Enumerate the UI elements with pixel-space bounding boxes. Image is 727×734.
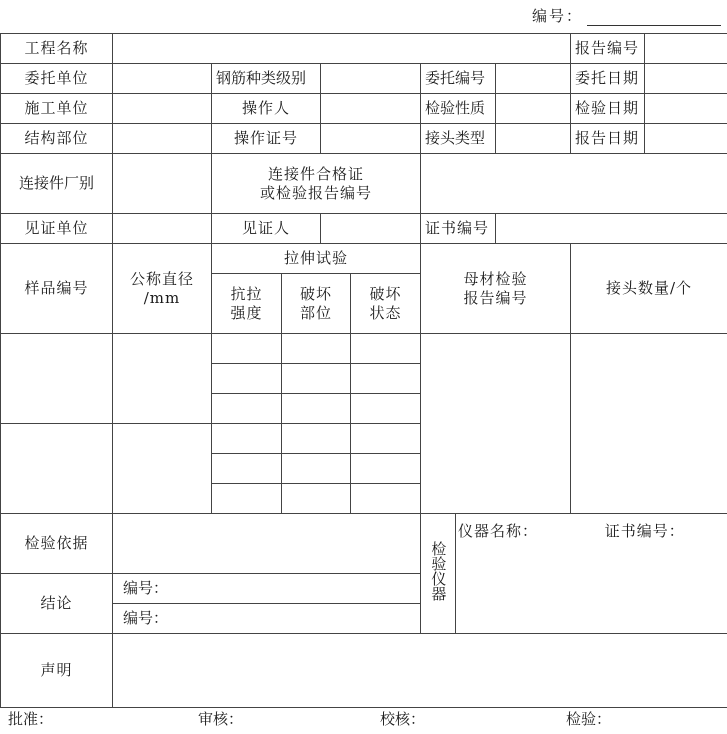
report-header <box>0 3 727 25</box>
cell-break-state[interactable] <box>351 454 421 484</box>
cell-break-location[interactable] <box>282 424 351 454</box>
cell-sample-no[interactable] <box>1 424 113 514</box>
cell-break-state[interactable] <box>351 334 421 364</box>
row-client <box>1 64 727 94</box>
label-operator-cert: 操作证号 <box>212 124 321 154</box>
row-connector <box>1 154 727 214</box>
sign-review: 审核： <box>198 710 244 728</box>
cell-tensile-strength[interactable] <box>212 454 282 484</box>
label-connector-maker: 连接件厂别 <box>1 154 113 214</box>
head-break-location <box>282 274 351 334</box>
field-client-date[interactable] <box>645 64 727 94</box>
row-structure <box>1 124 727 154</box>
head-break-state <box>351 274 421 334</box>
row-project <box>1 34 727 64</box>
label-rebar-grade: 钢筋种类级别 <box>212 64 321 94</box>
label-operator: 操作人 <box>212 94 321 124</box>
label-report-date: 报告日期 <box>571 124 645 154</box>
label-test-instrument-text: 检验仪器 <box>429 541 448 602</box>
row-statement <box>1 634 727 708</box>
sign-inspect: 检验： <box>566 710 612 728</box>
cell-tensile-strength[interactable] <box>212 334 282 364</box>
label-test-basis: 检验依据 <box>1 514 113 574</box>
label-report-no: 报告编号 <box>571 34 645 64</box>
form-code <box>532 5 721 26</box>
head-tensile-test: 拉伸试验 <box>212 244 421 274</box>
field-test-nature[interactable] <box>496 94 571 124</box>
field-client-unit[interactable] <box>113 64 212 94</box>
field-operator[interactable] <box>321 94 421 124</box>
inspection-report-table <box>0 33 727 708</box>
head-sample-no: 样品编号 <box>1 244 113 334</box>
head-break-state-line2: 状态 <box>369 303 402 322</box>
head-break-location-line1: 破坏 <box>299 284 332 303</box>
instrument-cert-label: 证书编号： <box>604 522 685 540</box>
label-witness: 见证人 <box>212 214 321 244</box>
label-project-name: 工程名称 <box>1 34 113 64</box>
label-statement: 声明 <box>1 634 113 708</box>
field-client-no[interactable] <box>496 64 571 94</box>
field-witness[interactable] <box>321 214 421 244</box>
head-tensile-strength-line1: 抗拉 <box>230 284 263 303</box>
head-break-state-line1: 破坏 <box>369 284 402 303</box>
row-witness <box>1 214 727 244</box>
instrument-name-label: 仪器名称： <box>458 522 539 540</box>
head-nominal-diameter-line2: /mm <box>143 288 181 307</box>
label-test-date: 检验日期 <box>571 94 645 124</box>
label-connector-cert-line1: 连接件合格证 <box>267 164 364 183</box>
row-construction <box>1 94 727 124</box>
cell-sample-no[interactable] <box>1 334 113 424</box>
cell-tensile-strength[interactable] <box>212 424 282 454</box>
table-row <box>1 334 727 364</box>
sign-approve: 批准： <box>8 710 54 728</box>
cell-break-state[interactable] <box>351 424 421 454</box>
head-tensile-strength <box>212 274 282 334</box>
cell-break-location[interactable] <box>282 334 351 364</box>
form-code-field[interactable] <box>587 11 721 26</box>
label-connector-cert <box>212 154 421 214</box>
field-connector-maker[interactable] <box>113 154 212 214</box>
cell-nominal-diameter[interactable] <box>113 424 212 514</box>
cell-break-state[interactable] <box>351 364 421 394</box>
cell-break-location[interactable] <box>282 394 351 424</box>
field-operator-cert[interactable] <box>321 124 421 154</box>
field-test-basis[interactable] <box>113 514 421 574</box>
field-report-no[interactable] <box>645 34 727 64</box>
field-rebar-grade[interactable] <box>321 64 421 94</box>
head-base-report <box>421 244 571 334</box>
label-construction-unit: 施工单位 <box>1 94 113 124</box>
label-conclusion: 结论 <box>1 574 113 634</box>
cell-joint-count[interactable] <box>571 334 727 514</box>
label-test-instrument <box>421 514 456 634</box>
head-nominal-diameter <box>113 244 212 334</box>
head-break-location-line2: 部位 <box>299 303 332 322</box>
field-construction-unit[interactable] <box>113 94 212 124</box>
cell-break-location[interactable] <box>282 454 351 484</box>
field-structure-part[interactable] <box>113 124 212 154</box>
label-connector-cert-line2: 或检验报告编号 <box>259 183 372 202</box>
field-joint-type[interactable] <box>496 124 571 154</box>
cell-nominal-diameter[interactable] <box>113 334 212 424</box>
head-base-report-line2: 报告编号 <box>463 288 528 307</box>
sign-check: 校核： <box>380 710 426 728</box>
field-test-instrument[interactable] <box>456 514 727 634</box>
row-table-head-1 <box>1 244 727 274</box>
head-base-report-line1: 母材检验 <box>463 269 528 288</box>
row-basis <box>1 514 727 574</box>
field-conclusion-no-1[interactable]: 编号： <box>113 574 421 604</box>
cell-break-location[interactable] <box>282 364 351 394</box>
label-witness-unit: 见证单位 <box>1 214 113 244</box>
label-cert-no: 证书编号 <box>421 214 496 244</box>
field-report-date[interactable] <box>645 124 727 154</box>
head-tensile-strength-line2: 强度 <box>230 303 263 322</box>
cell-tensile-strength[interactable] <box>212 484 282 514</box>
field-project-name[interactable] <box>113 34 571 64</box>
head-nominal-diameter-line1: 公称直径 <box>129 269 194 288</box>
label-test-nature: 检验性质 <box>421 94 496 124</box>
label-client-no: 委托编号 <box>421 64 496 94</box>
field-cert-no[interactable] <box>496 214 727 244</box>
label-joint-type: 接头类型 <box>421 124 496 154</box>
cell-tensile-strength[interactable] <box>212 394 282 424</box>
field-witness-unit[interactable] <box>113 214 212 244</box>
cell-break-state[interactable] <box>351 484 421 514</box>
field-connector-cert[interactable] <box>421 154 727 214</box>
field-test-date[interactable] <box>645 94 727 124</box>
field-conclusion-no-2[interactable]: 编号： <box>113 604 421 634</box>
signature-footer <box>0 708 727 730</box>
label-client-date: 委托日期 <box>571 64 645 94</box>
label-structure-part: 结构部位 <box>1 124 113 154</box>
label-client-unit: 委托单位 <box>1 64 113 94</box>
field-statement[interactable] <box>113 634 727 708</box>
head-joint-count: 接头数量/个 <box>571 244 727 334</box>
cell-tensile-strength[interactable] <box>212 364 282 394</box>
cell-base-report[interactable] <box>421 334 571 514</box>
cell-break-location[interactable] <box>282 484 351 514</box>
cell-break-state[interactable] <box>351 394 421 424</box>
form-code-label: 编号： <box>531 7 583 25</box>
